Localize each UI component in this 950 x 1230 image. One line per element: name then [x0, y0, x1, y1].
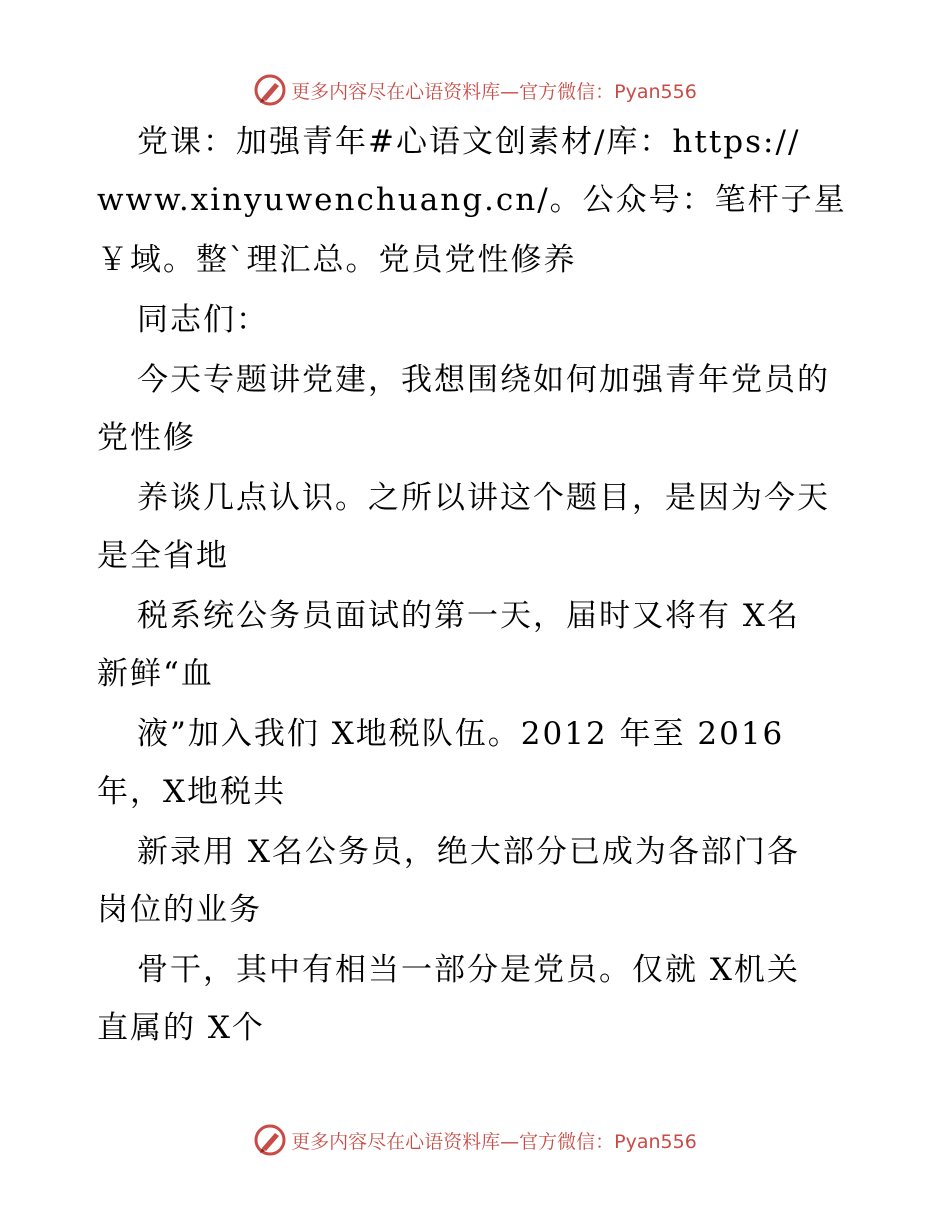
doc-line: 新鲜“血 [97, 656, 214, 692]
doc-line: 是全省地 [97, 538, 229, 574]
doc-line: ￥域。整`理汇总。党员党性修养 [97, 242, 577, 278]
doc-line: 今天专题讲党建，我想围绕如何加强青年党员的 [137, 362, 830, 398]
doc-line: 岗位的业务 [97, 892, 262, 928]
banner-text [291, 77, 697, 104]
doc-line: 党课：加强青年#心语文创素材/库：https:// [137, 124, 801, 160]
doc-line: 直属的 X个 [97, 1010, 265, 1046]
banner-contact: 官方微信：Pyan556 [519, 1130, 697, 1153]
doc-line: 新录用 X名公务员，绝大部分已成为各部门各 [137, 834, 800, 870]
doc-line: 税系统公务员面试的第一天，届时又将有 X名 [137, 598, 800, 634]
doc-line: 同志们： [137, 302, 269, 338]
doc-line: 骨干，其中有相当一部分是党员。仅就 X机关 [137, 952, 800, 988]
banner-main: 更多内容尽在心语资料库 [291, 80, 501, 103]
banner-main: 更多内容尽在心语资料库 [291, 1130, 501, 1153]
doc-line: 养谈几点认识。之所以讲这个题目，是因为今天 [137, 480, 830, 516]
pen-logo-icon [253, 1123, 287, 1157]
doc-line: 液”加入我们 X地税队伍。2012 年至 2016 [137, 716, 785, 752]
header-banner [0, 70, 950, 110]
banner-text [291, 1127, 697, 1154]
doc-line: 党性修 [97, 420, 196, 456]
doc-line: 年，X地税共 [97, 774, 287, 810]
footer-banner [0, 1120, 950, 1160]
banner-separator: — [500, 80, 520, 103]
banner-separator: — [500, 1130, 520, 1153]
banner-contact: 官方微信：Pyan556 [519, 80, 697, 103]
pen-logo-icon [253, 73, 287, 107]
doc-line: www.xinyuwenchuang.cn/。公众号：笔杆子星 [97, 182, 847, 218]
